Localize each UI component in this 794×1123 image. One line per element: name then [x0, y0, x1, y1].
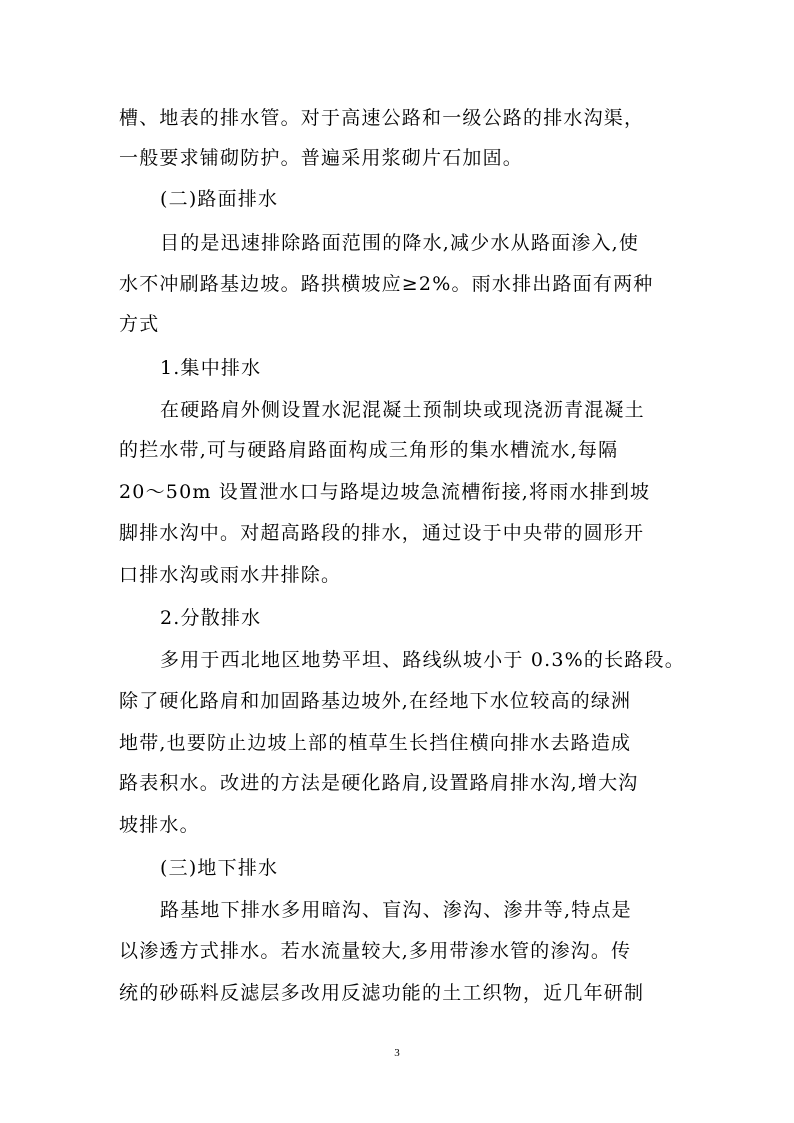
body-text-line: 以渗透方式排水。若水流量较大,多用带渗水管的渗沟。传	[119, 940, 632, 962]
subsection-heading: 2.分散排水	[160, 607, 262, 629]
body-text-line: 目的是迅速排除路面范围的降水,减少水从路面渗入,使	[160, 232, 640, 254]
page-number: 3	[394, 1047, 400, 1059]
body-text-line: 坡排水。	[119, 814, 200, 836]
body-text-line: 口排水沟或雨水井排除。	[119, 564, 342, 586]
body-text-line: 地带,也要防止边坡上部的植草生长挡住横向排水去路造成	[119, 732, 632, 754]
body-text-line: 路基地下排水多用暗沟、盲沟、渗沟、渗井等,特点是	[160, 899, 632, 921]
body-text-line: 的拦水带,可与硬路肩路面构成三角形的集水槽流水,每隔	[119, 439, 619, 461]
body-text-line: 20～50m 设置泄水口与路堤边坡急流槽衔接,将雨水排到坡	[119, 481, 651, 503]
section-heading: (三)地下排水	[160, 857, 279, 879]
body-text-line: 一般要求铺砌防护。普遍采用浆砌片石加固。	[119, 147, 524, 169]
body-text-line: 除了硬化路肩和加固路基边坡外,在经地下水位较高的绿洲	[119, 690, 632, 712]
subsection-heading: 1.集中排水	[160, 357, 262, 379]
section-heading: (二)路面排水	[160, 188, 279, 210]
body-text-line: 多用于西北地区地势平坦、路线纵坡小于 0.3%的长路段。	[160, 649, 685, 671]
body-text-line: 在硬路肩外侧设置水泥混凝土预制块或现浇沥青混凝土	[160, 399, 645, 421]
body-text-line: 方式	[119, 313, 160, 335]
body-text-line: 水不冲刷路基边坡。路拱横坡应≥2%。雨水排出路面有两种	[119, 273, 654, 295]
body-text-line: 路表积水。改进的方法是硬化路肩,设置路肩排水沟,增大沟	[119, 772, 639, 794]
body-text-line: 槽、地表的排水管。对于高速公路和一级公路的排水沟渠，	[119, 107, 645, 129]
body-text-line: 脚排水沟中。对超高路段的排水，通过设于中央带的圆形开	[119, 522, 645, 544]
body-text-line: 统的砂砾料反滤层多改用反滤功能的土工织物，近几年研制	[119, 982, 645, 1004]
